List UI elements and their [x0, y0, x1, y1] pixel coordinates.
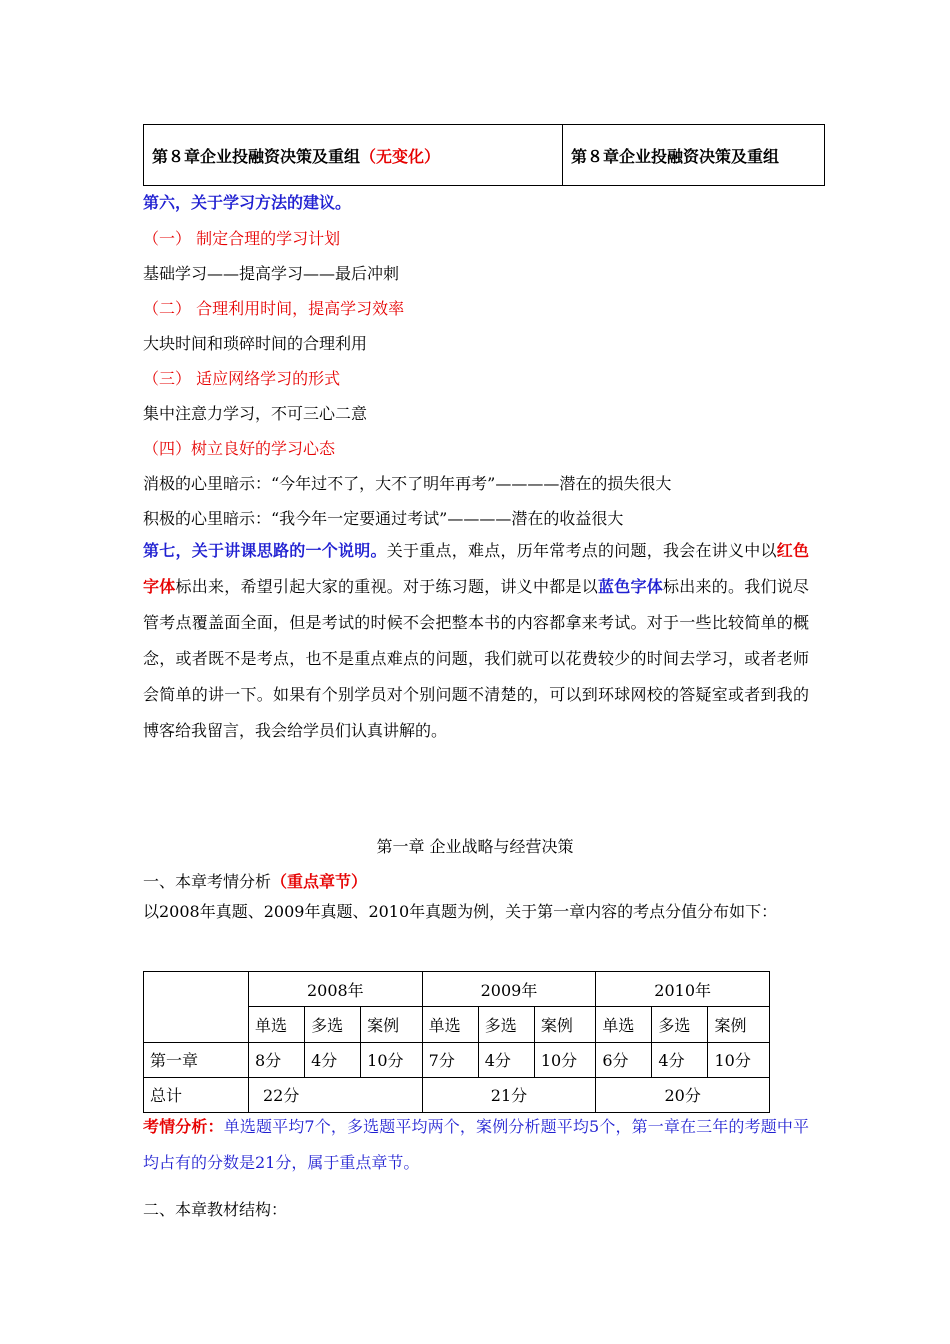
- type-cell: 单选: [249, 1007, 305, 1042]
- structure-heading: 二、本章教材结构：: [143, 1200, 288, 1219]
- type-cell: 案例: [361, 1007, 423, 1042]
- corner-cell: [144, 972, 249, 1043]
- score-cell: 4分: [652, 1042, 708, 1077]
- year-2010: 2010年: [596, 972, 770, 1007]
- score-table: [143, 971, 770, 1113]
- item1-title: （一） 制定合理的学习计划: [143, 229, 341, 248]
- item3-title: （三） 适应网络学习的形式: [143, 369, 341, 388]
- key-chapter-tag: （重点章节）: [271, 872, 368, 891]
- analysis-intro: 以2008年真题、2009年真题、2010年真题为例，关于第一章内容的考点分值分布如下：: [143, 902, 778, 921]
- total-2010: 20分: [596, 1077, 770, 1112]
- exam-analysis-text: 单选题平均7个，多选题平均两个，案例分析题平均5个，第一章在三年的考题中平均占有的分数是21分，属于重点章节。: [143, 1117, 809, 1172]
- total-2009: 21分: [422, 1077, 596, 1112]
- item1-body: 基础学习——提高学习——最后冲刺: [143, 264, 400, 283]
- score-cell: 10分: [708, 1042, 770, 1077]
- section6-heading: 第六，关于学习方法的建议。: [143, 193, 352, 212]
- type-cell: 多选: [478, 1007, 534, 1042]
- year-2009: 2009年: [422, 972, 596, 1007]
- type-cell: 多选: [652, 1007, 708, 1042]
- item4-extra: 积极的心里暗示：“我今年一定要通过考试”————潜在的收益很大: [143, 509, 624, 528]
- red-font-label: 红色字体: [143, 541, 809, 596]
- chapter-compare-table: [143, 124, 825, 186]
- year-2008: 2008年: [249, 972, 423, 1007]
- item2-title: （二） 合理利用时间，提高学习效率: [143, 299, 405, 318]
- score-cell: 4分: [478, 1042, 534, 1077]
- score-cell: 4分: [305, 1042, 361, 1077]
- total-label: 总计: [144, 1077, 249, 1112]
- section7-heading: 第七，关于讲课思路的一个说明。: [143, 541, 387, 560]
- type-cell: 案例: [708, 1007, 770, 1042]
- exam-analysis: [143, 1109, 809, 1181]
- score-cell: 8分: [249, 1042, 305, 1077]
- total-2008: 22分: [249, 1077, 423, 1112]
- item4-title: （四）树立良好的学习心态: [143, 439, 336, 458]
- type-cell: 单选: [596, 1007, 652, 1042]
- no-change-note: （无变化）: [360, 146, 441, 166]
- item3-body: 集中注意力学习，不可三心二意: [143, 404, 368, 423]
- section7-paragraph: 第七，关于讲课思路的一个说明。关于重点，难点，历年常考点的问题，我会在讲义中以红色字体标出来，希望引起大家的重视。对于练习题，讲义中都是以蓝色字体标出来的。我们说尽管考点覆盖面全面，但是考试的时候不会把整本书的内容都拿来考试。对于一些比较简单的概念，或者既不是考点，也不是重点难点的问题，我们就可以花费较少的时间去学习，或者老师会简单的讲一下。如果有个别学员对个别问题不清楚的，可以到环球网校的答疑室或者到我的博客给我留言，我会给学员们认真讲解的。: [143, 541, 809, 740]
- type-cell: 多选: [305, 1007, 361, 1042]
- item4-body: 消极的心里暗示：“今年过不了，大不了明年再考”————潜在的损失很大: [143, 474, 672, 493]
- old-chapter-cell: 第８章企业投融资决策及重组（无变化）: [144, 125, 563, 186]
- score-cell: 6分: [596, 1042, 652, 1077]
- item2-body: 大块时间和琐碎时间的合理利用: [143, 334, 368, 353]
- score-cell: 7分: [422, 1042, 478, 1077]
- type-cell: 单选: [422, 1007, 478, 1042]
- chapter-title: 第一章 企业战略与经营决策: [376, 837, 574, 856]
- exam-analysis-label: 考情分析：: [143, 1117, 224, 1136]
- type-cell: 案例: [534, 1007, 596, 1042]
- score-cell: 10分: [361, 1042, 423, 1077]
- new-chapter-cell: 第８章企业投融资决策及重组: [563, 125, 825, 186]
- blue-font-label: 蓝色字体: [597, 577, 663, 596]
- analysis-heading: 一、本章考情分析（重点章节）: [143, 872, 368, 891]
- row-label: 第一章: [144, 1042, 249, 1077]
- score-cell: 10分: [534, 1042, 596, 1077]
